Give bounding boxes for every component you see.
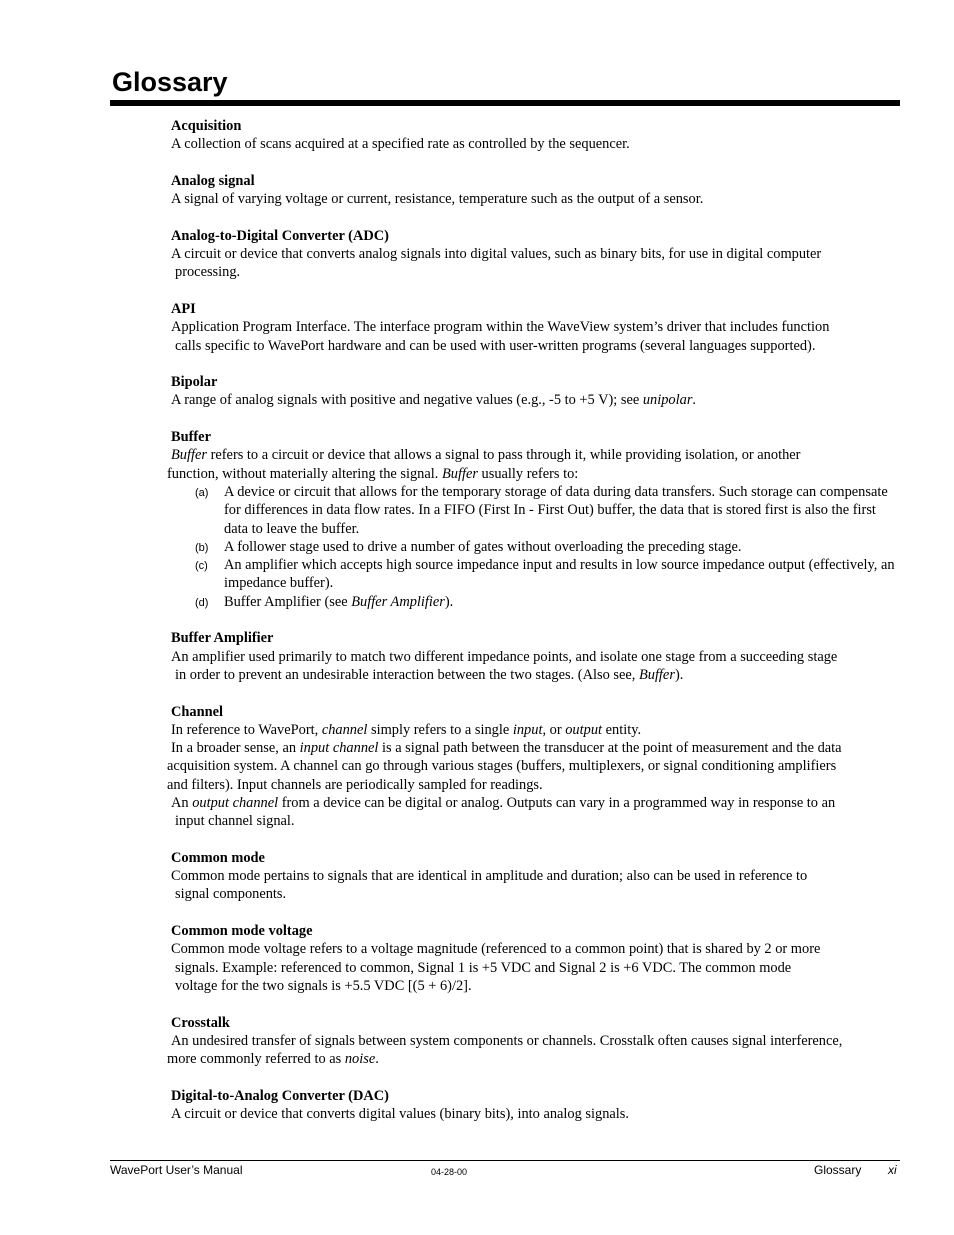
text-run: simply refers to a single bbox=[367, 721, 513, 738]
footer-section: Glossary bbox=[814, 1163, 862, 1177]
buffer-item-list bbox=[167, 483, 902, 611]
glossary-term: Analog-to-Digital Converter (ADC) bbox=[171, 227, 389, 244]
footer-rule bbox=[110, 1160, 900, 1161]
emphasis: channel bbox=[321, 721, 368, 738]
glossary-entry-buffer-amplifier bbox=[167, 629, 902, 684]
text-run: In reference to WavePort, bbox=[171, 721, 322, 738]
definition-line: signals. Example: referenced to common, Signal 1 is +5 VDC and Signal 2 is +6 VDC. The common mode bbox=[175, 959, 792, 976]
list-item bbox=[167, 593, 902, 611]
glossary-entry-common-mode bbox=[167, 849, 902, 904]
definition-line bbox=[167, 666, 902, 684]
title-rule bbox=[110, 100, 900, 106]
glossary-list bbox=[167, 117, 902, 1142]
page-title: Glossary bbox=[112, 67, 228, 97]
list-marker: (d) bbox=[195, 596, 209, 609]
definition-line: and filters). Input channels are periodically sampled for readings. bbox=[167, 776, 543, 793]
list-item-text: An amplifier which accepts high source impedance input and results in low source impedance output (effectively, an impedance buffer). bbox=[224, 557, 895, 592]
text-run: Buffer Amplifier (see bbox=[224, 593, 352, 610]
emphasis: Buffer Amplifier bbox=[351, 593, 445, 610]
emphasis: output channel bbox=[192, 794, 279, 811]
emphasis: input channel bbox=[299, 740, 379, 757]
definition-line: A collection of scans acquired at a specified rate as controlled by the sequencer. bbox=[171, 136, 630, 153]
list-item bbox=[167, 538, 902, 556]
glossary-entry-api bbox=[167, 300, 902, 355]
definition-line bbox=[167, 465, 902, 483]
emphasis: noise bbox=[344, 1051, 376, 1068]
glossary-term: Bipolar bbox=[171, 374, 218, 391]
text-run: from a device can be digital or analog. Outputs can vary in a programmed way in response to an bbox=[278, 794, 836, 811]
glossary-entry-analog-signal bbox=[167, 172, 902, 209]
text-run: . bbox=[375, 1051, 379, 1068]
definition-line: calls specific to WavePort hardware and can be used with user-written programs (several languages supported). bbox=[175, 337, 816, 354]
definition-line bbox=[167, 1050, 902, 1068]
glossary-term: Acquisition bbox=[171, 118, 242, 134]
glossary-term: Crosstalk bbox=[171, 1014, 230, 1031]
definition-line: input channel signal. bbox=[175, 813, 295, 830]
list-marker: (b) bbox=[195, 541, 209, 554]
emphasis: Buffer bbox=[441, 465, 478, 482]
glossary-term: Channel bbox=[171, 703, 223, 720]
glossary-entry-bipolar bbox=[167, 373, 902, 410]
list-item bbox=[167, 483, 902, 538]
definition-line: signal components. bbox=[175, 886, 287, 903]
text-run: ). bbox=[444, 593, 454, 610]
emphasis: unipolar bbox=[642, 392, 693, 409]
definition-line: A circuit or device that converts digital values (binary bits), into analog signals. bbox=[171, 1106, 629, 1123]
definition-line: An undesired transfer of signals between system components or channels. Crosstalk often causes signal interference, bbox=[171, 1032, 843, 1049]
emphasis: input bbox=[512, 721, 543, 738]
list-marker: (a) bbox=[195, 486, 209, 499]
definition-line bbox=[167, 721, 902, 739]
definition-line: A signal of varying voltage or current, resistance, temperature such as the output of a sensor. bbox=[171, 191, 704, 208]
text-run: , or bbox=[542, 721, 566, 738]
glossary-entry-buffer bbox=[167, 428, 902, 611]
emphasis: Buffer bbox=[171, 447, 207, 464]
definition-line bbox=[167, 391, 902, 409]
glossary-entry-dac bbox=[167, 1087, 902, 1124]
footer-date: 04-28-00 bbox=[431, 1167, 468, 1177]
text-run: . bbox=[692, 392, 697, 409]
glossary-term: Buffer Amplifier bbox=[171, 630, 274, 647]
text-run: usually refers to: bbox=[477, 465, 579, 482]
text-run: ). bbox=[674, 666, 684, 683]
definition-line: processing. bbox=[175, 264, 241, 281]
text-run: entity. bbox=[602, 721, 642, 738]
text-run: refers to a circuit or device that allows a signal to pass through it, while providing isolation, or another bbox=[206, 447, 801, 464]
list-marker: (c) bbox=[195, 560, 208, 573]
glossary-term: Analog signal bbox=[171, 172, 255, 189]
glossary-entry-acquisition bbox=[167, 117, 902, 154]
text-run: is a signal path between the transducer at the point of measurement and the data bbox=[378, 740, 842, 757]
list-item bbox=[167, 556, 902, 593]
definition-line: Application Program Interface. The interface program within the WaveView system’s driver that includes function bbox=[171, 319, 830, 336]
definition-line bbox=[167, 794, 902, 812]
definition-line bbox=[167, 446, 902, 464]
text-run: function, without materially altering the signal. bbox=[167, 465, 442, 482]
footer-page-number: xi bbox=[888, 1163, 897, 1177]
list-item-text: A device or circuit that allows for the temporary storage of data during data transfers. Such storage can compensate for differences in data flow rates. In a FIFO (First In - First Out) buffer, the data that is stored first is also the first data to leave the buffer. bbox=[224, 483, 888, 537]
glossary-entry-channel bbox=[167, 703, 902, 831]
text-run: An bbox=[171, 794, 193, 811]
glossary-term: Common mode voltage bbox=[171, 923, 313, 940]
glossary-entry-common-mode-voltage bbox=[167, 922, 902, 995]
definition-line: An amplifier used primarily to match two different impedance points, and isolate one stage from a succeeding stage bbox=[171, 648, 838, 665]
glossary-term: Common mode bbox=[171, 849, 265, 866]
text-run: A range of analog signals with positive and negative values (e.g., -5 to +5 V); see bbox=[171, 392, 643, 409]
glossary-entry-adc bbox=[167, 227, 902, 282]
list-item-text: A follower stage used to drive a number of gates without overloading the preceding stage. bbox=[224, 538, 742, 555]
footer-manual-title: WavePort User’s Manual bbox=[110, 1163, 243, 1177]
glossary-term: API bbox=[171, 300, 196, 317]
emphasis: Buffer bbox=[638, 666, 675, 683]
glossary-term: Buffer bbox=[171, 429, 211, 446]
definition-line: acquisition system. A channel can go through various stages (buffers, multiplexers, or signal conditioning amplifiers bbox=[167, 758, 837, 775]
text-run: more commonly referred to as bbox=[167, 1051, 345, 1068]
text-run: in order to prevent an undesirable interaction between the two stages. (Also see, bbox=[175, 666, 639, 683]
definition-line: voltage for the two signals is +5.5 VDC [(5 + 6)/2]. bbox=[175, 977, 472, 994]
definition-line: A circuit or device that converts analog signals into digital values, such as binary bits, for use in digital computer bbox=[171, 246, 822, 263]
definition-line bbox=[167, 739, 902, 757]
definition-line: Common mode voltage refers to a voltage magnitude (referenced to a common point) that is shared by 2 or more bbox=[171, 941, 821, 958]
glossary-term: Digital-to-Analog Converter (DAC) bbox=[171, 1087, 389, 1104]
text-run: In a broader sense, an bbox=[171, 740, 300, 757]
emphasis: output bbox=[565, 721, 603, 738]
glossary-entry-crosstalk bbox=[167, 1014, 902, 1069]
definition-line: Common mode pertains to signals that are identical in amplitude and duration; also can be used in reference to bbox=[171, 868, 808, 885]
